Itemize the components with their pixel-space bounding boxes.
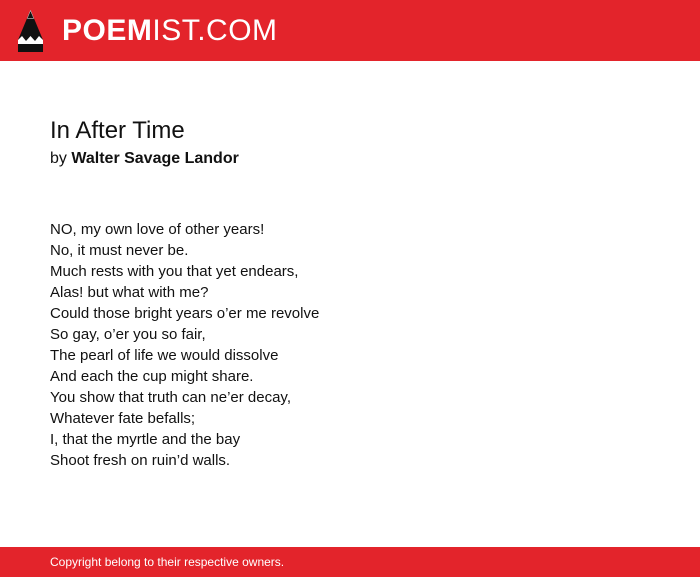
poem-line: So gay, o’er you so fair, bbox=[50, 326, 206, 343]
pencil-tip-icon bbox=[18, 10, 43, 52]
poem-byline bbox=[50, 149, 239, 169]
byline-prefix: by bbox=[50, 150, 67, 167]
poem-line: Alas! but what with me? bbox=[50, 284, 209, 301]
site-logo-link[interactable] bbox=[18, 9, 278, 53]
site-logo-text bbox=[62, 9, 278, 53]
poem-title: In After Time bbox=[50, 117, 185, 144]
logo-text-light: IST.COM bbox=[152, 14, 278, 47]
poem-line: Whatever fate befalls; bbox=[50, 410, 196, 427]
poem-line: And each the cup might share. bbox=[50, 368, 254, 385]
logo-text-bold: POEM bbox=[62, 14, 153, 47]
poem-line: Much rests with you that yet endears, bbox=[50, 263, 299, 280]
copyright-text: Copyright belong to their respective owners. bbox=[50, 555, 285, 569]
poem-line: Shoot fresh on ruin’d walls. bbox=[50, 452, 231, 469]
poem-line: Could those bright years o’er me revolve bbox=[50, 305, 320, 322]
site-header bbox=[0, 0, 700, 61]
poem-line: NO, my own love of other years! bbox=[50, 221, 265, 238]
poem-line: I, that the myrtle and the bay bbox=[50, 431, 241, 448]
author-name: Walter Savage Landor bbox=[71, 150, 239, 167]
poem-line: No, it must never be. bbox=[50, 242, 189, 259]
poem-body bbox=[50, 219, 319, 471]
poem-line: The pearl of life we would dissolve bbox=[50, 347, 279, 364]
site-footer bbox=[0, 547, 700, 577]
poem-line: You show that truth can ne’er decay, bbox=[50, 389, 291, 406]
